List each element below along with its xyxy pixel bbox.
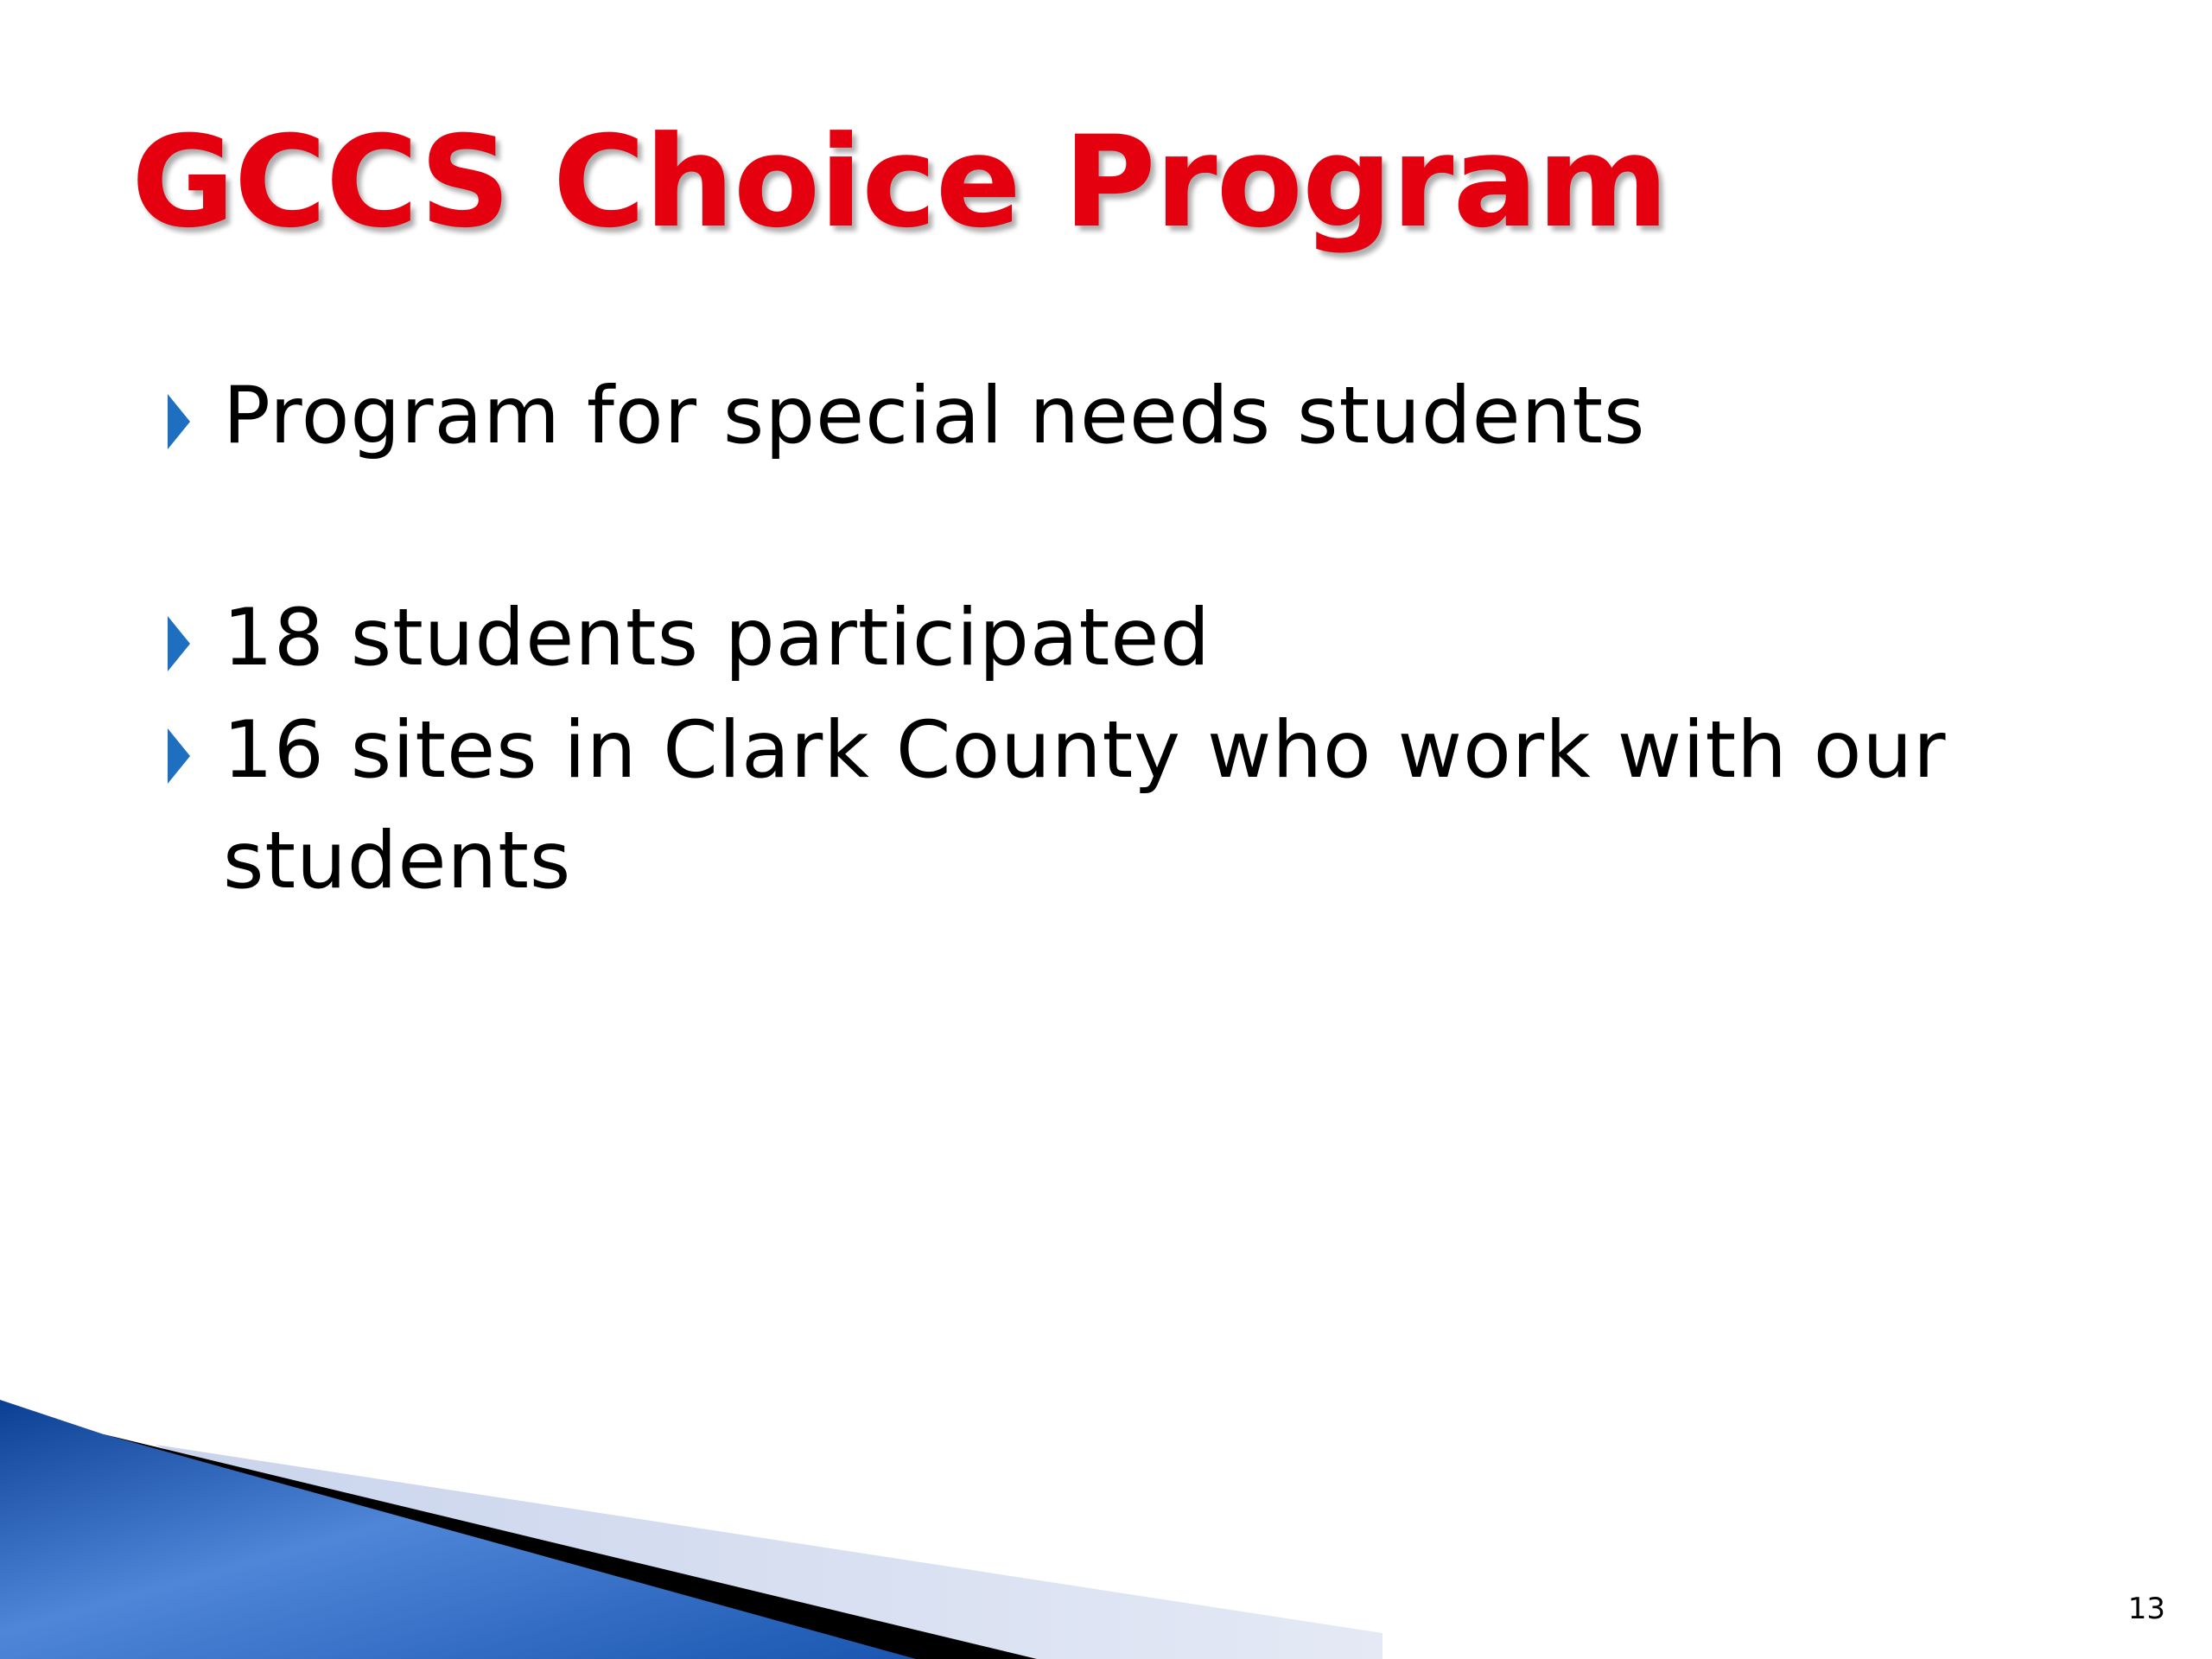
triangle-right-icon — [164, 387, 194, 456]
triangle-right-icon — [164, 609, 194, 678]
bullet-item — [164, 583, 2081, 694]
bullet-text: 18 students participated — [223, 593, 1211, 683]
bullet-item — [164, 361, 2081, 472]
bullet-text: 16 sites in Clark County who work with our students — [223, 705, 1947, 906]
bullet-text: Program for special needs students — [223, 371, 1646, 461]
slide-title: GCCS Choice Program — [131, 109, 1669, 256]
page-number: 13 — [2127, 1592, 2165, 1626]
triangle-right-icon — [164, 721, 194, 791]
decorative-swoosh — [0, 1348, 1382, 1659]
bullet-item — [164, 696, 2081, 917]
